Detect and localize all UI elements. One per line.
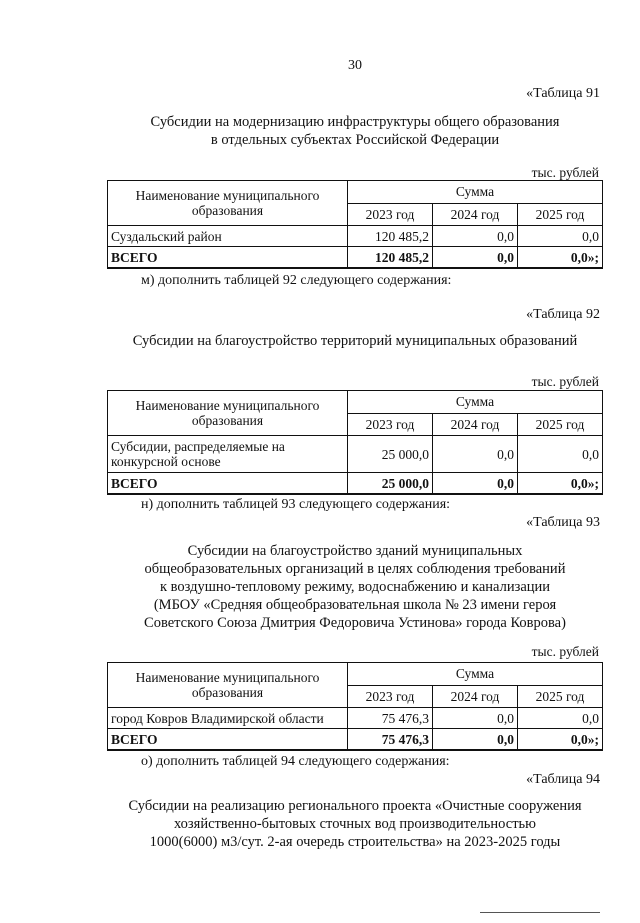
page-bottom-rule	[480, 912, 600, 913]
total-2023: 120 485,2	[348, 247, 433, 269]
total-2023: 75 476,3	[348, 729, 433, 751]
total-row	[108, 729, 603, 751]
total-label: ВСЕГО	[108, 729, 348, 751]
title-line: Субсидии на модернизацию инфраструктуры общего образования	[150, 114, 560, 130]
header-year-2023: 2023 год	[348, 413, 433, 436]
header-year-2025: 2025 год	[518, 413, 603, 436]
table-94-title	[0, 797, 640, 851]
table-93-title	[0, 542, 640, 632]
title-line: Советского Союза Дмитрия Федоровича Устинова» города Коврова)	[144, 615, 566, 631]
total-label: ВСЕГО	[108, 473, 348, 495]
amendment-note: о) дополнить таблицей 94 следующего содержания:	[141, 754, 450, 769]
header-sum: Сумма	[348, 391, 603, 414]
table-91-title	[0, 113, 640, 149]
unit-label: тыс. рублей	[531, 165, 599, 180]
table-91-label: «Таблица 91	[526, 86, 600, 101]
amendment-note: н) дополнить таблицей 93 следующего содержания:	[141, 497, 451, 512]
table-row	[108, 226, 603, 247]
header-year-2024: 2024 год	[433, 203, 518, 226]
page-number: 30	[348, 58, 362, 73]
total-row	[108, 473, 603, 495]
subsidy-table-92	[107, 390, 603, 495]
title-line: Субсидии на реализацию регионального проекта «Очистные сооружения	[128, 798, 582, 814]
total-2024: 0,0	[433, 473, 518, 495]
title-line: Субсидии на благоустройство территорий муниципальных образований	[132, 333, 578, 349]
header-year-2023: 2023 год	[348, 685, 433, 708]
header-name: Наименование муниципального образования	[108, 181, 348, 226]
total-2025: 0,0»;	[518, 729, 603, 751]
title-line: Субсидии на благоустройство зданий муниципальных	[187, 543, 523, 559]
value-2023: 75 476,3	[348, 708, 433, 729]
total-2023: 25 000,0	[348, 473, 433, 495]
value-2025: 0,0	[518, 436, 603, 473]
value-2024: 0,0	[433, 226, 518, 247]
total-2024: 0,0	[433, 247, 518, 269]
total-label: ВСЕГО	[108, 247, 348, 269]
header-year-2024: 2024 год	[433, 685, 518, 708]
title-line: 1000(6000) м3/сут. 2-ая очередь строительства» на 2023-2025 годы	[149, 834, 561, 850]
value-2025: 0,0	[518, 708, 603, 729]
table-94-label: «Таблица 94	[526, 772, 600, 787]
header-year-2025: 2025 год	[518, 685, 603, 708]
subsidy-table-93	[107, 662, 603, 751]
title-line: в отдельных субъектах Российской Федерации	[210, 132, 500, 148]
title-line: хозяйственно-бытовых сточных вод производительностью	[173, 816, 537, 832]
table-92-title	[0, 332, 640, 350]
table-92-label: «Таблица 92	[526, 307, 600, 322]
value-2024: 0,0	[433, 436, 518, 473]
row-name: Суздальский район	[108, 226, 348, 247]
value-2024: 0,0	[433, 708, 518, 729]
row-name: Субсидии, распределяемые на конкурсной основе	[108, 436, 348, 473]
header-name: Наименование муниципального образования	[108, 391, 348, 436]
table-row	[108, 436, 603, 473]
total-2025: 0,0»;	[518, 247, 603, 269]
total-row	[108, 247, 603, 269]
unit-label: тыс. рублей	[531, 644, 599, 659]
header-sum: Сумма	[348, 181, 603, 204]
value-2025: 0,0	[518, 226, 603, 247]
unit-label: тыс. рублей	[531, 374, 599, 389]
value-2023: 25 000,0	[348, 436, 433, 473]
header-sum: Сумма	[348, 663, 603, 686]
title-line: к воздушно-тепловому режиму, водоснабжению и канализации	[159, 579, 551, 595]
total-2025: 0,0»;	[518, 473, 603, 495]
header-year-2025: 2025 год	[518, 203, 603, 226]
header-year-2024: 2024 год	[433, 413, 518, 436]
value-2023: 120 485,2	[348, 226, 433, 247]
table-row	[108, 708, 603, 729]
table-93-label: «Таблица 93	[526, 515, 600, 530]
amendment-note: м) дополнить таблицей 92 следующего содержания:	[141, 273, 452, 288]
total-2024: 0,0	[433, 729, 518, 751]
title-line: (МБОУ «Средняя общеобразовательная школа № 23 имени героя	[153, 597, 557, 613]
header-name: Наименование муниципального образования	[108, 663, 348, 708]
row-name: город Ковров Владимирской области	[108, 708, 348, 729]
header-year-2023: 2023 год	[348, 203, 433, 226]
title-line: общеобразовательных организаций в целях соблюдения требований	[144, 561, 566, 577]
subsidy-table-91	[107, 180, 603, 269]
